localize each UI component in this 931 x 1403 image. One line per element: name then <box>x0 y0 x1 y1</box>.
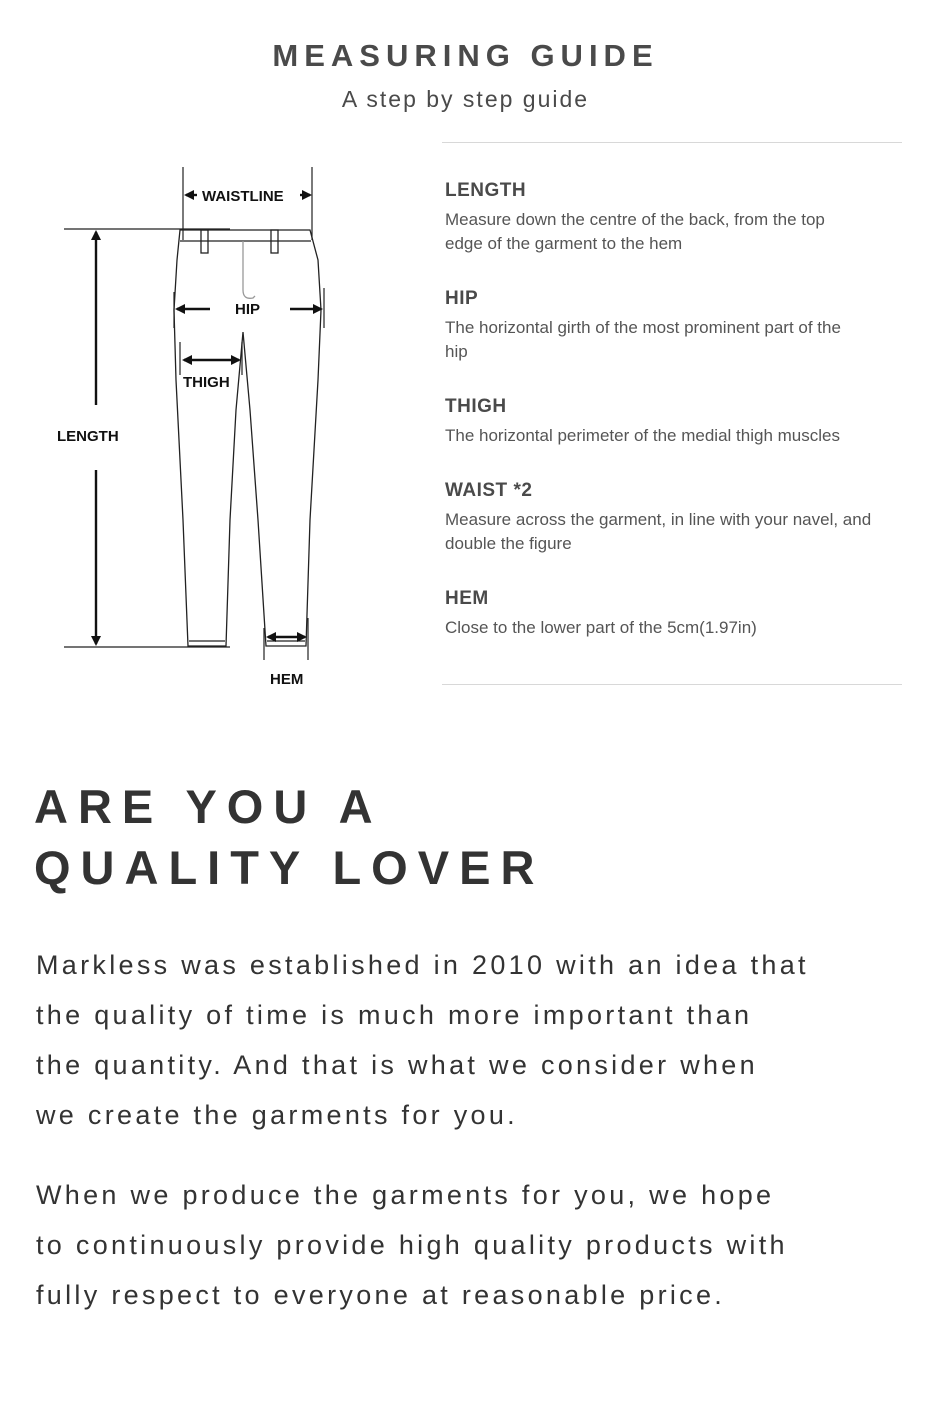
measurement-title: THIGH <box>445 396 507 417</box>
paragraph-line: we create the garments for you. <box>36 1100 518 1130</box>
thigh-label: THIGH <box>183 374 230 391</box>
hip-label: HIP <box>235 301 261 318</box>
divider-top <box>442 142 902 143</box>
measurement-desc <box>445 508 907 556</box>
waistline-label: WAISTLINE <box>202 188 284 205</box>
measurement-list <box>445 178 907 670</box>
measurement-title: HEM <box>445 588 489 609</box>
measurement-desc <box>445 616 907 640</box>
page-subtitle: A step by step guide <box>341 86 590 112</box>
about-paragraph-2 <box>36 1170 896 1320</box>
divider-bottom <box>442 684 902 685</box>
about-paragraph-1 <box>36 940 896 1140</box>
measurement-desc <box>445 316 907 364</box>
paragraph-line: the quality of time is much more important than <box>36 1000 753 1030</box>
measurement-title: HIP <box>445 288 479 309</box>
paragraph-line: the quantity. And that is what we consider when <box>36 1050 758 1080</box>
measurement-length <box>445 178 907 286</box>
paragraph-line: to continuously provide high quality products with <box>36 1230 788 1260</box>
pants-diagram <box>0 140 440 710</box>
desc-line: hip <box>445 342 468 361</box>
measurement-thigh <box>445 394 907 478</box>
measurement-waist <box>445 478 907 586</box>
measurement-hip <box>445 286 907 394</box>
desc-line: Measure across the garment, in line with your navel, and <box>445 510 872 529</box>
paragraph-line: Markless was established in 2010 with an idea that <box>36 950 809 980</box>
measurement-hem <box>445 586 907 670</box>
desc-line: The horizontal perimeter of the medial thigh muscles <box>445 426 840 445</box>
length-label: LENGTH <box>57 428 119 445</box>
desc-line: The horizontal girth of the most prominent part of the <box>445 318 841 337</box>
desc-line: Close to the lower part of the 5cm(1.97in) <box>445 618 757 637</box>
measure-arrows <box>96 195 321 644</box>
heading-line: ARE YOU A <box>34 780 383 833</box>
heading-line: QUALITY LOVER <box>34 841 545 894</box>
quality-heading <box>34 776 914 898</box>
measurement-desc <box>445 208 907 256</box>
measurement-title: WAIST *2 <box>445 480 533 501</box>
paragraph-line: When we produce the garments for you, we hope <box>36 1180 775 1210</box>
measurement-desc <box>445 424 907 448</box>
desc-line: double the figure <box>445 534 572 553</box>
page-title: MEASURING GUIDE <box>272 38 659 73</box>
pants-outline <box>174 230 321 646</box>
desc-line: Measure down the centre of the back, from the top <box>445 210 825 229</box>
paragraph-line: fully respect to everyone at reasonable price. <box>36 1280 726 1310</box>
hem-label: HEM <box>270 671 304 688</box>
measurement-title: LENGTH <box>445 180 527 201</box>
desc-line: edge of the garment to the hem <box>445 234 683 253</box>
